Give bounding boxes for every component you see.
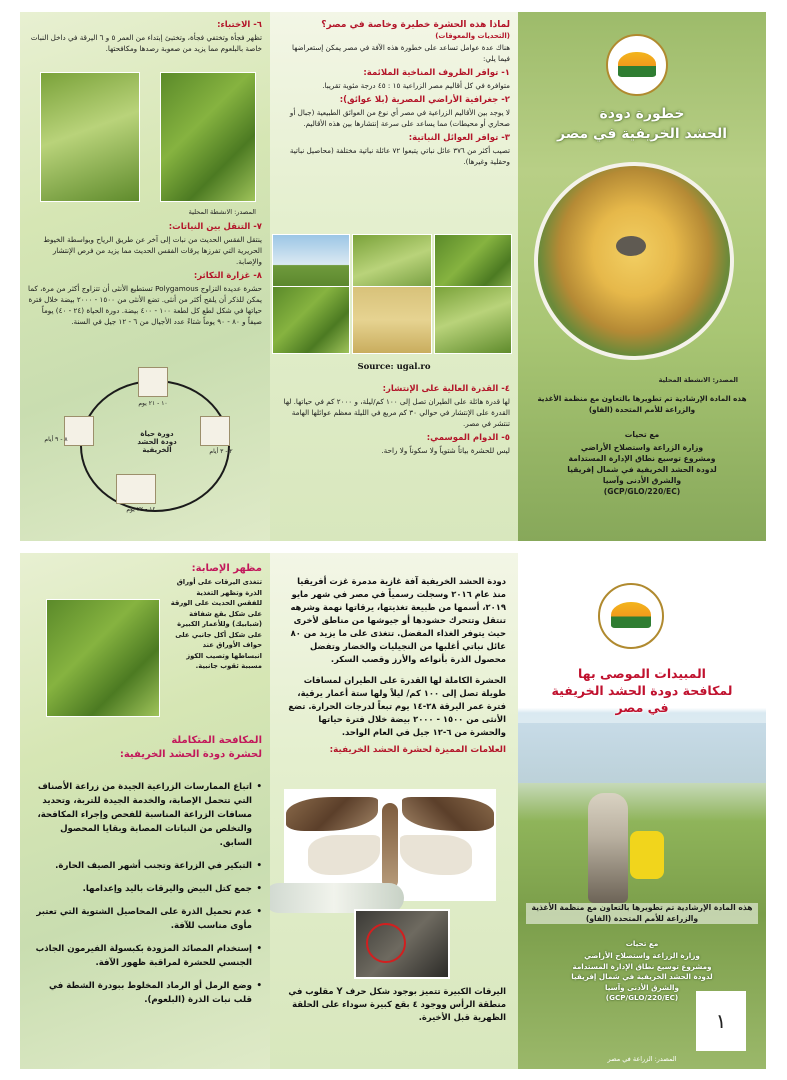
- symptoms-title: مظهر الإصابة:: [191, 563, 262, 574]
- stage-adult-image: [138, 367, 168, 397]
- host-plant-photo-5: [352, 286, 432, 354]
- symptoms-text: تتغذى اليرقات على أوراق الذرة وتظهر التغذية للفقس الحديث على الورقة على شكل بقع شفافة (شبابيك) وللأعمار الكبيرة على شكل أكل جانبي على حواف الأوراق عند انبساطها وتصيب الكوز مسببة ثقوب جانبية.: [170, 578, 262, 670]
- cover-title-line3: في مصر: [615, 700, 669, 715]
- brochure-outer-sheet: [20, 12, 766, 541]
- credits-line: والشرق الأدنى وآسيا: [602, 476, 682, 485]
- credits-line: (GCP/GLO/220/EC): [603, 487, 681, 496]
- intro-text: هناك عدة عوامل تساعد على خطورة هذه الآفة في مصر يمكن إستعراضها فيما يلي:: [292, 43, 510, 63]
- head-y-mark-circle: [366, 923, 406, 963]
- farmer-spraying-figure: [588, 793, 628, 903]
- panel-left-top: [20, 12, 270, 541]
- credits-line: والشرق الأدنى وآسيا: [605, 982, 679, 992]
- credits-line: لدودة الحشد الخريفية في شمال إفريقيا: [567, 465, 717, 474]
- section-5-title: ٥- الدوام الموسمي:: [426, 433, 510, 443]
- stage-adult-duration: ١٠ - ٢١ يوم: [138, 400, 168, 407]
- section-5-text: ليس للحشرة بياتاً شتوياً ولا سكوناً ولا راحة.: [381, 446, 510, 455]
- section-7-text: ينتقل الفقس الحديث من نبات إلى آخر عن طريق الرياح وبواسطة الخيوط الحريرية التي تفرزها يرقات الفقس الحديث مما يزيد من فرص الإنتشار والإصابة.: [43, 235, 262, 266]
- cover-fao-note: هذه المادة الإرشادية تم تطويرها بالتعاون مع منظمة الأغذية والزراعة للأمم المتحدة (الفاو): [537, 394, 747, 414]
- moth-body: [382, 803, 398, 889]
- credits-line: وزارة الزراعة واستصلاح الأراضي: [584, 951, 700, 960]
- section-1-title: ١- توافر الظروف المناخية الملائمة:: [363, 68, 510, 78]
- brochure-inner-sheet: [20, 553, 766, 1069]
- section-3-text: تصيب أكثر من ٣٧٦ عائل نباتي يتبعوا ٧٢ عائلة نباتية مختلفة (محاصيل نباتية وحقلية وغيرها).: [289, 146, 510, 166]
- cover-photo-caption: المصدر: الانشطة المحلية: [658, 376, 738, 384]
- panel-cover-bottom: [518, 553, 766, 1069]
- corn-leaf-photo: [160, 72, 256, 202]
- photo-caption: المصدر: الانشطة المحلية: [188, 208, 256, 216]
- photo-source: Source: ugal.ro: [357, 362, 431, 372]
- cover-fao-note: هذه المادة الإرشادية تم تطويرها بالتعاون مع منظمة الأغذية والزراعة للأمم المتحدة (الفاو): [526, 903, 758, 924]
- control-title: المكافحة المتكاملة: [171, 735, 262, 746]
- panel-middle-bottom: [270, 553, 518, 1069]
- host-plant-photo-4: [272, 286, 350, 354]
- section-6-title: ٦- الاختباء:: [217, 20, 262, 30]
- ministry-logo: [598, 583, 664, 649]
- moth-forewing-left: [286, 797, 378, 831]
- backpack-sprayer: [630, 831, 664, 879]
- cover-title-line1: خطورة دودة: [599, 106, 685, 122]
- credits-line: وزارة الزراعة واستصلاح الأراضي: [580, 443, 704, 452]
- cycle-center-subtitle: دودة الحشد الخريفية: [137, 438, 177, 454]
- moth-hindwing-right: [400, 835, 472, 875]
- stage-pupa-duration: ٨ - ٩ أيام: [44, 436, 68, 443]
- control-subtitle: لحشرة دودة الحشد الخريفية:: [119, 749, 262, 760]
- cover-title-line1: المبيدات الموصى بها: [578, 666, 706, 681]
- larva-identification-note: اليرقات الكبيرة تتميز بوجود شكل حرف Y مقلوب في منطقة الرأس ووجود ٤ بقع كبيرة سوداء على الحلقة الظهرية قبل الأخيرة.: [288, 986, 506, 1022]
- panel-left-bottom: [20, 553, 270, 1069]
- ministry-logo: [606, 34, 668, 96]
- credits-line: ومشروع توسيع نطاق الإدارة المستدامة: [572, 961, 712, 971]
- signs-title: العلامات المميزة لحشرة الحشد الخريفية:: [329, 745, 506, 755]
- larva-on-cob: [616, 236, 646, 256]
- corn-cob-larva-photo: [40, 72, 140, 202]
- cover-photo-caption: المصدر: الزراعة في مصر: [607, 1055, 677, 1063]
- credits-line: لدودة الحشد الخريفية في شمال إفريقيا: [571, 972, 713, 981]
- stage-larva-duration: ١٤ - ٢٢ يوم: [126, 506, 156, 513]
- control-bullet: • عدم تحميل الذرة على المحاصيل الشتوية التي تعتبر مأوى مناسب للآفة.: [28, 905, 262, 933]
- intro-paragraph: دودة الحشد الخريفية آفة غازية مدمرة غزت أفريقيا منذ عام ٢٠١٦ وسجلت رسمياً في مصر في شهر مايو ٢٠١٩، أسمها من طبيعة تغذيتها، يرقاتها نهمة وشرهه تنتقل وتتحرك حشودها أو جيوشها من مناطق لأخرى حيث يتوفر الغذاء المفضل. تتغذى على ما يزيد من ٨٠ عائل نباتي أغلبها من النجيليات والخضار وتفضل محصول الذرة بأنواعه والأرز وقصب السكر.: [290, 576, 506, 664]
- cover-credits-head: مع تحيات: [624, 430, 660, 439]
- section-6-text: تظهر فجأة وتختفي فجأة، وتختبئ إبتداء من العمر ٥ و ٦ اليرقة في داخل النبات خاصة بالبلعوم مما يزيد من صعوبة رصدها ومكافحتها.: [30, 33, 262, 53]
- question-title: لماذا هذه الحشرة خطيرة وخاصة في مصر؟: [321, 20, 510, 30]
- corn-infestation-photo: [46, 599, 160, 717]
- section-4-text: لها قدرة هائلة على الطيران تصل إلى ١٠٠ كم/ليلة، و ٢٠٠٠ كم في حياتها. لها القدرة على الإنتشار في حوالي ٣٠ كم مربع في الليلة معظم عوائلها الهامة تنتشر في مصر.: [283, 397, 510, 428]
- control-bullet: • التبكير في الزراعة وتجنب أشهر الصيف الحارة.: [28, 859, 262, 873]
- stage-egg-duration: ٢ - ٣ أيام: [209, 448, 233, 455]
- credits-line: ومشروع توسيع نطاق الإدارة المستدامة: [568, 454, 716, 463]
- control-bullet: • اتباع الممارسات الزراعية الجيدة من زراعة الأصناف التي تتحمل الإصابة، والخدمة الجيدة للتربة، وتحديد مسافات الزراعة المناسبة للفحص وإجراء المكافحة، والتخلص من النباتات المصابة وبقايا المحصول السابق.: [28, 780, 262, 850]
- moth-hindwing-left: [308, 835, 380, 875]
- control-bullet: • وضع الرمل أو الرماد المخلوط ببودرة الشطة في قلب نبات الذرة (البلعوم).: [28, 979, 262, 1007]
- host-plant-photo-6: [434, 286, 512, 354]
- cover-credits-head: مع تحيات: [625, 939, 659, 948]
- stage-larva-image: [116, 474, 156, 504]
- section-2-text: لا يوجد بين الأقاليم الزراعية في مصر أي نوع من العوائق الطبيعية (جبال أو صحاري أو محيطات) مما يساعد على سرعة إنتشارها بين هذه الأقاليم.: [289, 108, 510, 128]
- question-subtitle: (التحديات والمعوقات): [435, 32, 510, 40]
- page-number: ١: [696, 991, 746, 1051]
- infested-corn-cob-photo: [534, 162, 734, 360]
- section-8-title: ٨- غزارة التكاثر:: [193, 271, 262, 281]
- panel-cover-top: [518, 12, 766, 541]
- section-4-title: ٤- القدرة العالية على الإنتشار:: [382, 384, 510, 394]
- cover-credits: [526, 442, 758, 497]
- section-1-text: متوافرة في كل أقاليم مصر الزراعية ١٥ : ٤٥ درجة مئوية تقريبا.: [322, 81, 510, 90]
- section-8-text: حشرة عديدة التزاوج Polygamous تستطيع الأنثى أن تتزاوج أكثر من مرة، كما يمكن للذكر أن يلقح أكثر من أنثى. تضع الأنثى من ١٥٠٠ - ٢٠٠٠ بيضة خلال فترة حياتها في شكل لطع كل لطعة ١٠٠ - ٤٠٠ بيضة. دورة الحياة (٢٤ - ٤٠) يوماً صيفاً و ٨٠ - ٩٠ يوماً شتاءً عدد الأجيال من ٦ - ١٢ جيل في السنة.: [28, 284, 262, 326]
- adult-paragraph: الحشرة الكاملة لها القدرة على الطيران لمسافات طويلة تصل إلى ١٠٠ كم/ ليلاً ولها ستة أعمار يرقية، فترة عمر اليرقة ٢٨-١٤ يوم تبعاً لدرجات الحرارة. تضع الأنثى من ١٥٠٠ - ٢٠٠٠ بيضة خلال فترة حياتها والحشرة من ٦-١٢ جيل في العام الواحد.: [288, 675, 506, 737]
- larva-head-closeup-photo: [354, 909, 450, 979]
- control-bullet: • جمع كتل البيض واليرقات باليد وإعدامها.: [28, 882, 262, 896]
- credits-line: (GCP/GLO/220/EC): [605, 993, 679, 1002]
- village-backdrop: [518, 723, 766, 783]
- section-2-title: ٢- جغرافية الأراضي المصرية (بلا عوائق):: [339, 95, 510, 105]
- stage-egg-image: [200, 416, 230, 446]
- moth-forewing-right: [402, 797, 494, 831]
- control-bullet: • إستخدام المصائد المزودة بكبسولة الفيرمون الجاذب الجنسي للحشرة لمراقبة ظهور الآفة.: [28, 942, 262, 970]
- cycle-center-title: دورة حياة: [140, 430, 174, 438]
- panel-middle-top: [270, 12, 518, 541]
- section-3-title: ٣- توافر العوائل النباتية:: [408, 133, 510, 143]
- section-7-title: ٧- التنقل بين النباتات:: [168, 222, 262, 232]
- cover-title-line2: لمكافحة دودة الحشد الخريفية: [551, 683, 733, 698]
- cover-title-line2: الحشد الخريفية في مصر: [557, 126, 727, 142]
